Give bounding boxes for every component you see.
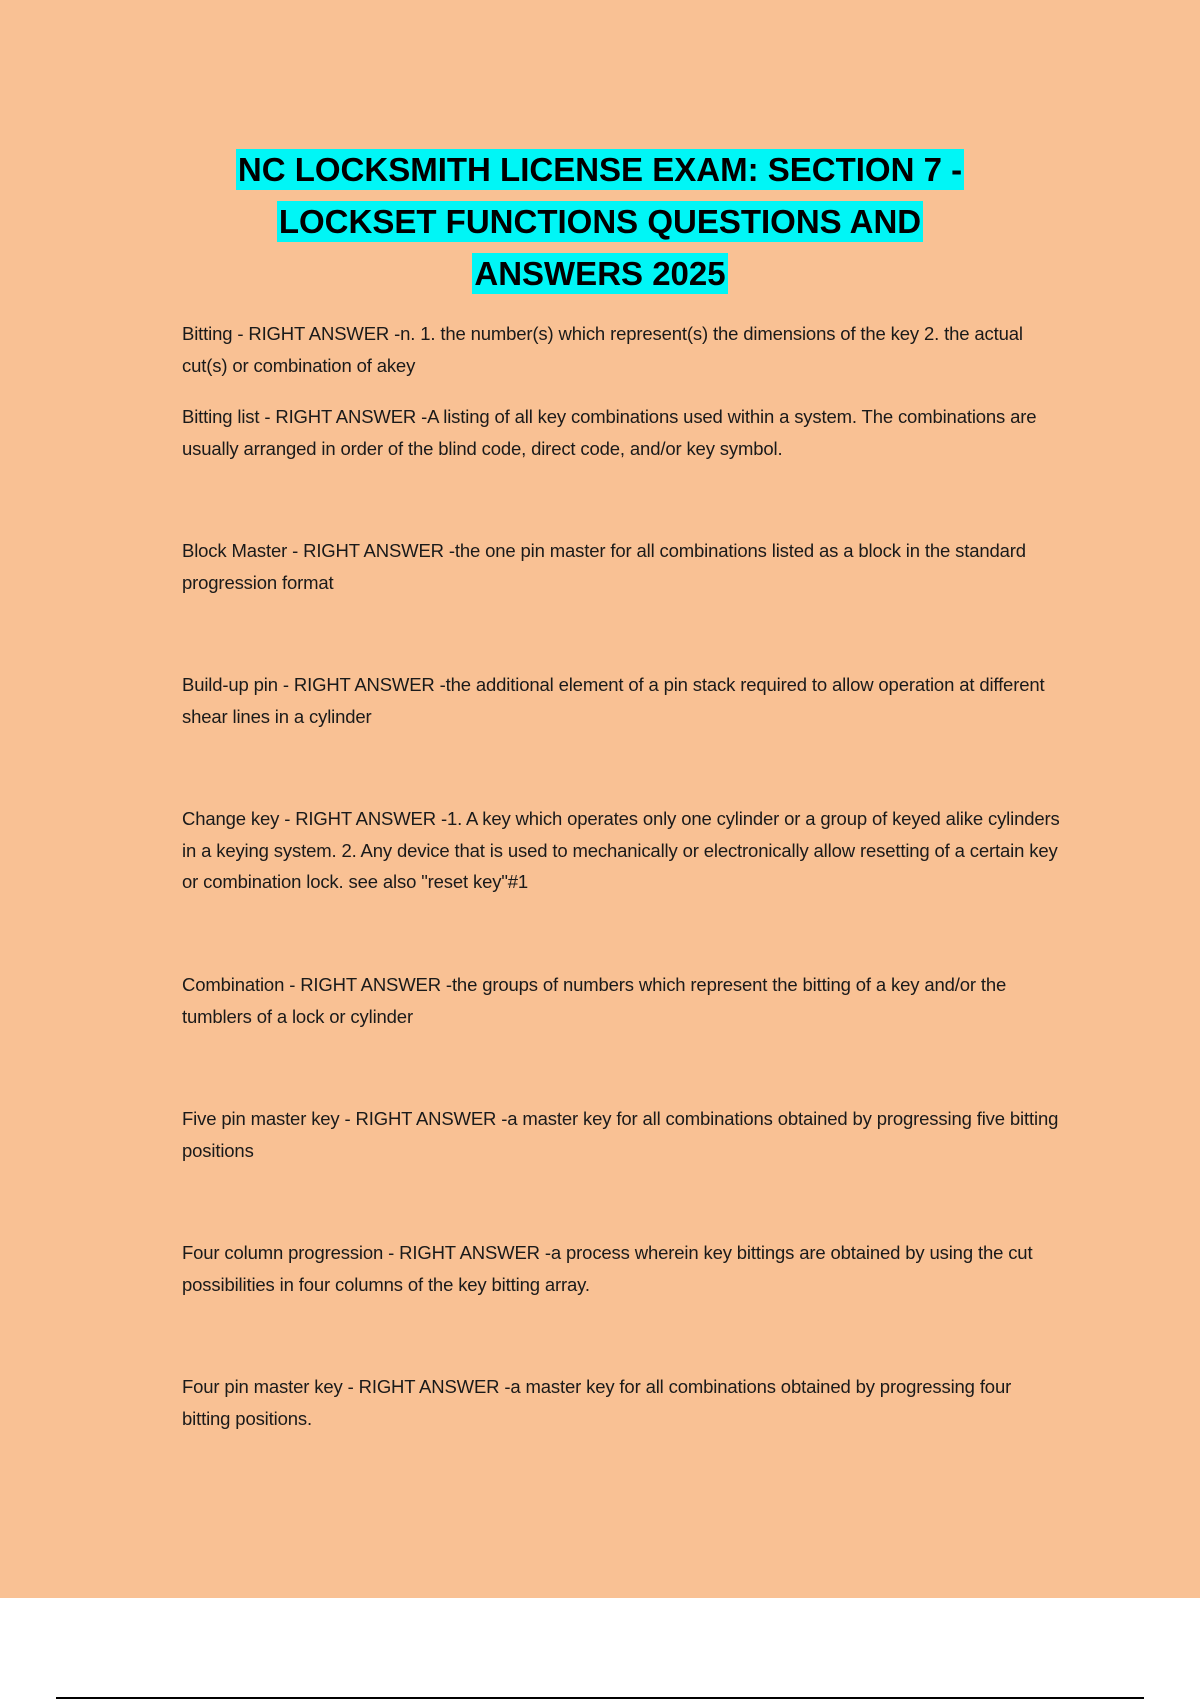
qa-entry-bitting: Bitting - RIGHT ANSWER -n. 1. the number(s) which represent(s) the dimensions of the key 2. the actual cut(s) or combination of akey: [182, 323, 1023, 376]
qa-entry-change-key: Change key - RIGHT ANSWER -1. A key which operates only one cylinder or a group of keyed alike cylinders in a keying system. 2. Any device that is used to mechanically or electronically allow resetting of a certain key or combination lock. see also "reset key"#1: [182, 808, 1060, 892]
qa-entry-combination: Combination - RIGHT ANSWER -the groups of numbers which represent the bitting of a key and/or the tumblers of a lock or cylinder: [182, 974, 1007, 1027]
footer-divider: [56, 1697, 1144, 1699]
qa-entry-bitting-list: Bitting list - RIGHT ANSWER -A listing of all key combinations used within a system. The combinations are usually arranged in order of the blind code, direct code, and/or key symbol.: [182, 406, 1037, 459]
title-line-1: NC LOCKSMITH LICENSE EXAM: SECTION 7 -: [237, 151, 963, 188]
document-title: [0, 144, 1200, 300]
qa-entry-build-up-pin: Build-up pin - RIGHT ANSWER -the additional element of a pin stack required to allow operation at different shear lines in a cylinder: [182, 674, 1045, 727]
qa-entry-four-pin-master-key: Four pin master key - RIGHT ANSWER -a master key for all combinations obtained by progressing four bitting positions.: [182, 1376, 1012, 1429]
qa-entry-five-pin-master-key: Five pin master key - RIGHT ANSWER -a master key for all combinations obtained by progressing five bitting positions: [182, 1108, 1059, 1161]
title-line-2: LOCKSET FUNCTIONS QUESTIONS AND: [278, 203, 922, 240]
qa-entry-four-column-progression: Four column progression - RIGHT ANSWER -a process wherein key bittings are obtained by using the cut possibilities in four columns of the key bitting array.: [182, 1242, 1033, 1295]
title-line-3: ANSWERS 2025: [474, 255, 726, 292]
qa-entry-block-master: Block Master - RIGHT ANSWER -the one pin master for all combinations listed as a block in the standard progression format: [182, 540, 1026, 593]
